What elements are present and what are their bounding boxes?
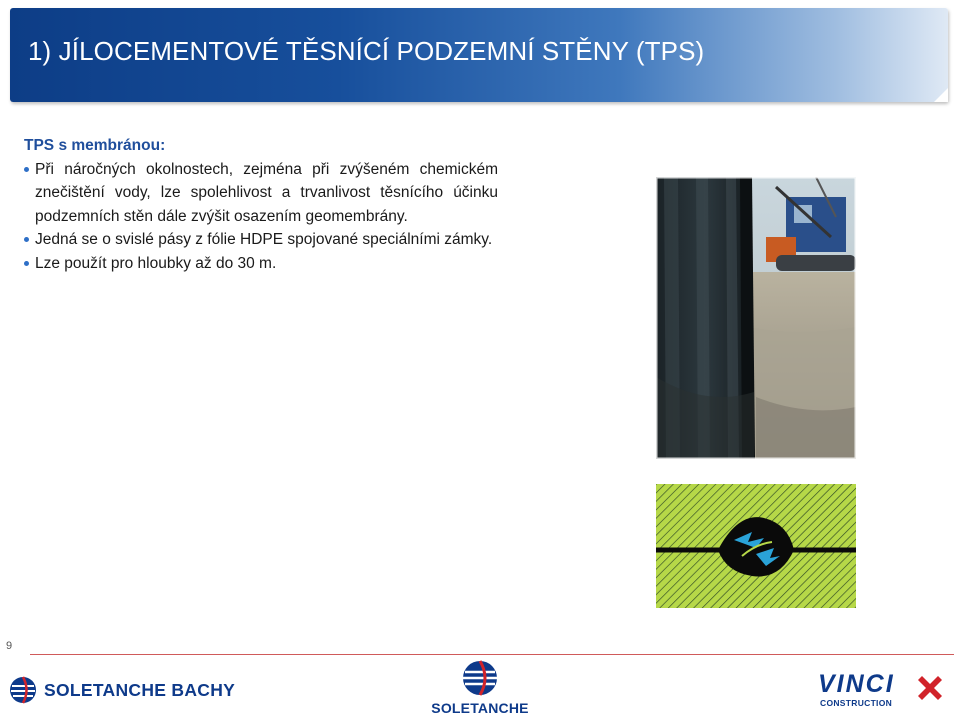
bullet-item: Jedná se o svislé pásy z fólie HDPE spojované speciálními zámky.	[24, 228, 498, 252]
bullet-item: Při náročných okolnostech, zejména při zvýšeném chemickém znečištění vody, lze spolehlivost a trvanlivost těsnícího účinku podzemních stěn dále zvýšit osazením geomembrány.	[24, 158, 498, 229]
construction-site-photo	[656, 177, 856, 459]
globe-icon	[8, 675, 38, 705]
subheading: TPS s membránou:	[24, 137, 166, 154]
logo-text: SOLETANCHE	[431, 700, 529, 716]
banner-corner-fold	[934, 88, 948, 102]
soletanche-logo	[420, 658, 540, 716]
bullet-item: Lze použít pro hloubky až do 30 m.	[24, 252, 498, 276]
vinci-cross-icon	[912, 672, 946, 706]
soletanche-bachy-logo	[8, 672, 235, 708]
logo-subtext: CONSTRUCTION	[820, 698, 893, 708]
globe-icon	[460, 658, 500, 698]
vinci-construction-logo	[818, 670, 948, 712]
logo-text: SOLETANCHE BACHY	[44, 679, 236, 700]
slide-title: 1) JÍLOCEMENTOVÉ TĚSNÍCÍ PODZEMNÍ STĚNY (TPS)	[28, 36, 705, 66]
slide-body	[24, 134, 498, 275]
page-number: 9	[6, 640, 13, 652]
hdpe-interlock-diagram	[656, 484, 856, 608]
footer-divider	[30, 654, 954, 655]
logo-text: VINCI	[818, 670, 895, 698]
title-banner	[10, 8, 948, 102]
